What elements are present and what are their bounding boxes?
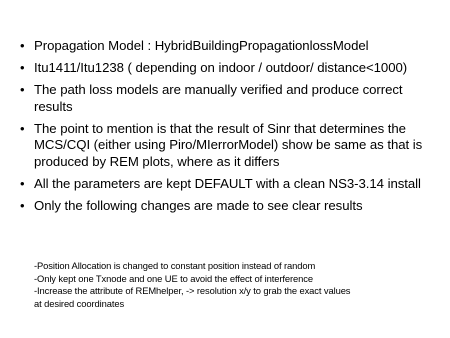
bullet-icon: • — [20, 197, 25, 213]
bullet-icon: • — [20, 120, 25, 136]
bullet-list — [20, 38, 440, 220]
bullet-icon: • — [20, 60, 25, 75]
bullet-item — [20, 121, 440, 171]
bullet-item — [20, 60, 440, 77]
bullet-text: Itu1411/Itu1238 ( depending on indoor / outdoor/ distance<1000) — [34, 60, 408, 75]
note-line: at desired coordinates — [34, 297, 125, 309]
bullet-text: Propagation Model : HybridBuildingPropagationlossModel — [34, 38, 369, 53]
bullet-item — [20, 198, 440, 215]
note-line: -Increase the attribute of REMhelper, -> resolution x/y to grab the exact values — [34, 285, 351, 297]
bullet-text: The point to mention is that the result of Sinr that determines the MCS/CQI (either using Piro/MIerrorModel) show be same as that is produced by REM plots, where as it differs — [34, 120, 423, 169]
note-line: -Only kept one Txnode and one UE to avoid the effect of interference — [34, 272, 313, 284]
bullet-item — [20, 38, 440, 55]
bullet-item — [20, 176, 440, 193]
bullet-text: The path loss models are manually verified and produce correct results — [34, 82, 403, 114]
note-line: -Position Allocation is changed to constant position instead of random — [34, 260, 316, 271]
change-notes — [34, 260, 434, 310]
bullet-item — [20, 82, 440, 115]
bullet-icon: • — [20, 38, 25, 53]
bullet-text: All the parameters are kept DEFAULT with a clean NS3-3.14 install — [34, 175, 421, 191]
bullet-icon: • — [20, 175, 25, 191]
bullet-text: Only the following changes are made to see clear results — [34, 197, 363, 213]
bullet-icon: • — [20, 82, 25, 97]
